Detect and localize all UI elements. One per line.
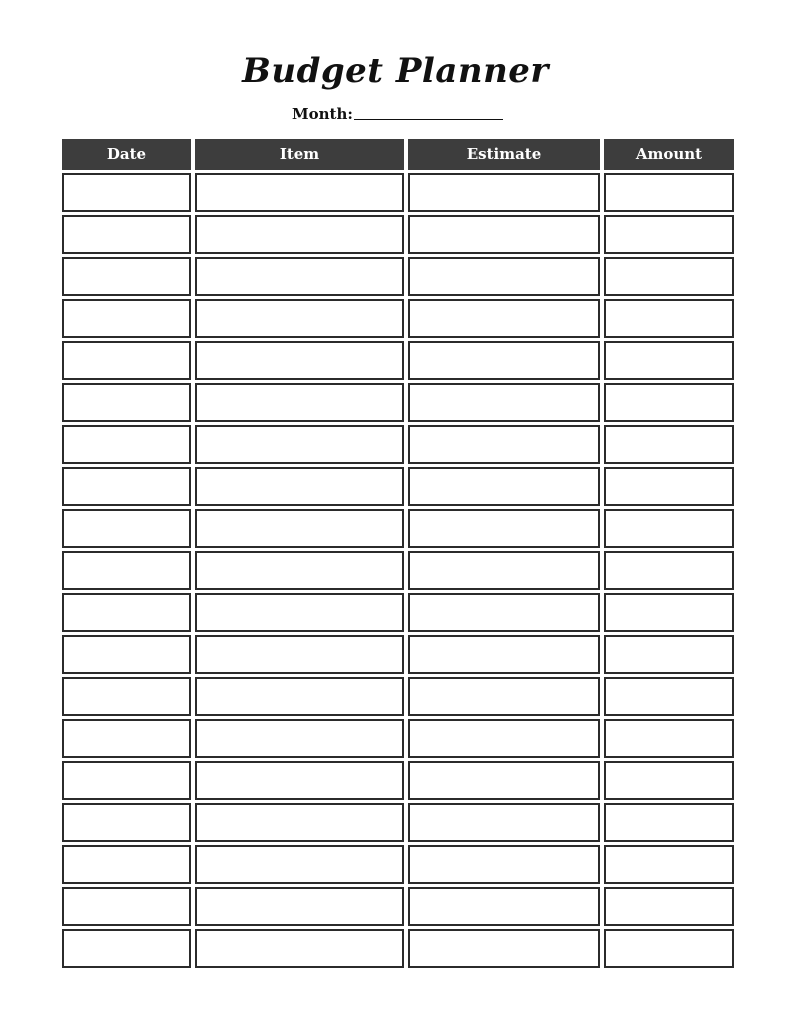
date-cell[interactable]: [62, 635, 191, 674]
date-cell[interactable]: [62, 173, 191, 212]
date-cell[interactable]: [62, 887, 191, 926]
table-header: [62, 139, 734, 170]
amount-cell[interactable]: [604, 509, 734, 548]
amount-cell[interactable]: [604, 383, 734, 422]
amount-cell[interactable]: [604, 173, 734, 212]
amount-cell[interactable]: [604, 761, 734, 800]
date-cell[interactable]: [62, 551, 191, 590]
item-cell[interactable]: [195, 803, 404, 842]
item-cell[interactable]: [195, 299, 404, 338]
table-row: [62, 803, 734, 842]
column-header-amount: Amount: [604, 139, 734, 170]
date-cell[interactable]: [62, 593, 191, 632]
date-cell[interactable]: [62, 509, 191, 548]
estimate-cell[interactable]: [408, 551, 600, 590]
estimate-cell[interactable]: [408, 509, 600, 548]
estimate-cell[interactable]: [408, 803, 600, 842]
date-cell[interactable]: [62, 383, 191, 422]
date-cell[interactable]: [62, 761, 191, 800]
table-row: [62, 551, 734, 590]
item-cell[interactable]: [195, 845, 404, 884]
amount-cell[interactable]: [604, 677, 734, 716]
estimate-cell[interactable]: [408, 719, 600, 758]
item-cell[interactable]: [195, 509, 404, 548]
table-row: [62, 257, 734, 296]
amount-cell[interactable]: [604, 425, 734, 464]
item-cell[interactable]: [195, 761, 404, 800]
page-title: Budget Planner: [242, 51, 549, 91]
table-row: [62, 383, 734, 422]
date-cell[interactable]: [62, 215, 191, 254]
estimate-cell[interactable]: [408, 215, 600, 254]
table-row: [62, 887, 734, 926]
date-cell[interactable]: [62, 677, 191, 716]
month-label: Month:: [292, 105, 353, 123]
amount-cell[interactable]: [604, 341, 734, 380]
amount-cell[interactable]: [604, 887, 734, 926]
date-cell[interactable]: [62, 341, 191, 380]
table-row: [62, 845, 734, 884]
amount-cell[interactable]: [604, 593, 734, 632]
budget-table: [62, 139, 734, 968]
date-cell[interactable]: [62, 467, 191, 506]
item-cell[interactable]: [195, 215, 404, 254]
amount-cell[interactable]: [604, 467, 734, 506]
column-header-estimate: Estimate: [408, 139, 600, 170]
month-input-line[interactable]: [354, 119, 503, 120]
item-cell[interactable]: [195, 257, 404, 296]
date-cell[interactable]: [62, 257, 191, 296]
table-row: [62, 593, 734, 632]
table-row: [62, 635, 734, 674]
month-field: [292, 103, 503, 123]
item-cell[interactable]: [195, 593, 404, 632]
table-row: [62, 509, 734, 548]
item-cell[interactable]: [195, 467, 404, 506]
date-cell[interactable]: [62, 299, 191, 338]
table-row: [62, 719, 734, 758]
amount-cell[interactable]: [604, 635, 734, 674]
table-body: [62, 173, 734, 968]
estimate-cell[interactable]: [408, 299, 600, 338]
estimate-cell[interactable]: [408, 677, 600, 716]
estimate-cell[interactable]: [408, 425, 600, 464]
estimate-cell[interactable]: [408, 257, 600, 296]
date-cell[interactable]: [62, 929, 191, 968]
item-cell[interactable]: [195, 929, 404, 968]
estimate-cell[interactable]: [408, 173, 600, 212]
table-row: [62, 173, 734, 212]
date-cell[interactable]: [62, 719, 191, 758]
column-header-item: Item: [195, 139, 404, 170]
table-row: [62, 425, 734, 464]
amount-cell[interactable]: [604, 299, 734, 338]
date-cell[interactable]: [62, 803, 191, 842]
date-cell[interactable]: [62, 425, 191, 464]
estimate-cell[interactable]: [408, 887, 600, 926]
table-row: [62, 299, 734, 338]
table-row: [62, 215, 734, 254]
estimate-cell[interactable]: [408, 761, 600, 800]
estimate-cell[interactable]: [408, 341, 600, 380]
item-cell[interactable]: [195, 551, 404, 590]
estimate-cell[interactable]: [408, 929, 600, 968]
amount-cell[interactable]: [604, 215, 734, 254]
date-cell[interactable]: [62, 845, 191, 884]
amount-cell[interactable]: [604, 257, 734, 296]
estimate-cell[interactable]: [408, 845, 600, 884]
estimate-cell[interactable]: [408, 383, 600, 422]
estimate-cell[interactable]: [408, 593, 600, 632]
table-row: [62, 341, 734, 380]
amount-cell[interactable]: [604, 551, 734, 590]
item-cell[interactable]: [195, 173, 404, 212]
estimate-cell[interactable]: [408, 635, 600, 674]
amount-cell[interactable]: [604, 803, 734, 842]
amount-cell[interactable]: [604, 845, 734, 884]
item-cell[interactable]: [195, 425, 404, 464]
table-row: [62, 467, 734, 506]
item-cell[interactable]: [195, 677, 404, 716]
item-cell[interactable]: [195, 719, 404, 758]
column-header-date: Date: [62, 139, 191, 170]
amount-cell[interactable]: [604, 719, 734, 758]
item-cell[interactable]: [195, 635, 404, 674]
table-row: [62, 761, 734, 800]
table-row: [62, 929, 734, 968]
table-row: [62, 677, 734, 716]
amount-cell[interactable]: [604, 929, 734, 968]
item-cell[interactable]: [195, 383, 404, 422]
item-cell[interactable]: [195, 887, 404, 926]
estimate-cell[interactable]: [408, 467, 600, 506]
item-cell[interactable]: [195, 341, 404, 380]
